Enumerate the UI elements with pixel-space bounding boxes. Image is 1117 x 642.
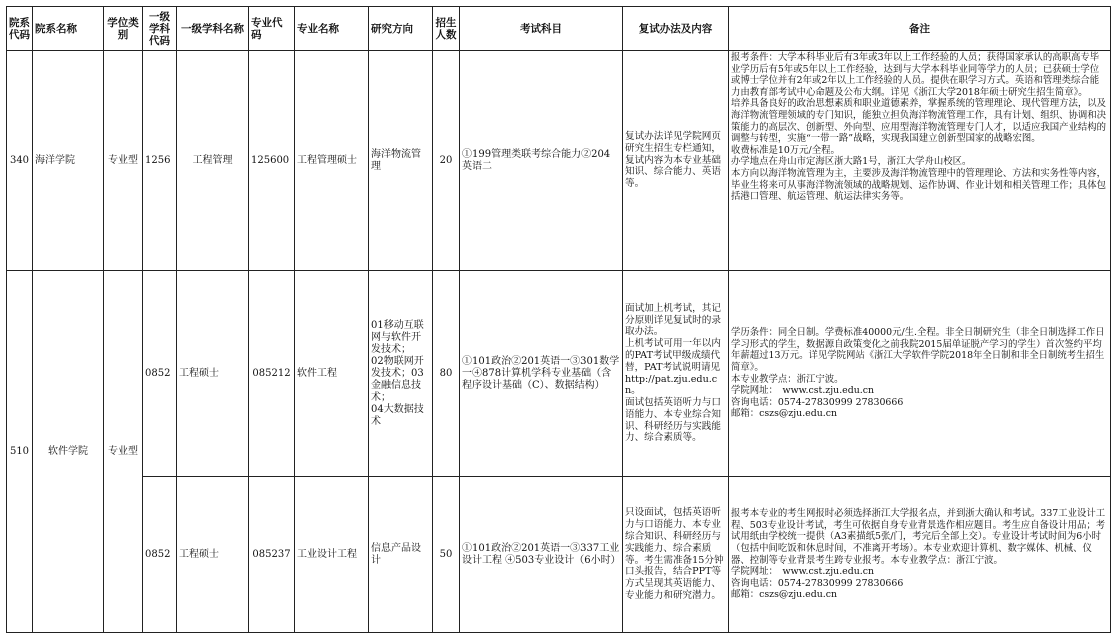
dept-code-cell: 340 — [7, 51, 33, 271]
discipline-name-cell: 工程管理 — [177, 51, 249, 271]
major-code-cell: 085212 — [249, 271, 295, 477]
discipline-name-cell: 工程硕士 — [177, 271, 249, 477]
exam-cell: ①101政治②201英语一③301数学一④878计算机学科专业基础（含程序设计基础（C）、数据结构） — [460, 271, 623, 477]
retest-cell: 面试加上机考试，其记分原则详见复试时的录取办法。 上机考试可用一年以内的PAT考试甲级成绩代替，PAT考试说明请见http://pat.zju.edu.cn。 面试包括英语听力与口语能力、本专业综合知识、科研经历与实践能力、综合素质等。 — [623, 271, 729, 477]
dept-name-cell: 软件学院 — [33, 271, 104, 633]
direction-cell: 海洋物流管理 — [369, 51, 433, 271]
discipline-name-cell: 工程硕士 — [177, 477, 249, 633]
header-retest: 复试办法及内容 — [623, 7, 729, 51]
header-degree-type: 学位类别 — [104, 7, 143, 51]
quota-cell: 20 — [433, 51, 460, 271]
direction-cell: 信息产品设计 — [369, 477, 433, 633]
header-row — [7, 7, 1111, 51]
table-row — [7, 51, 1111, 271]
quota-cell: 50 — [433, 477, 460, 633]
table-row — [7, 271, 1111, 477]
header-major-name: 专业名称 — [295, 7, 369, 51]
header-direction: 研究方向 — [369, 7, 433, 51]
exam-cell: ①199管理类联考综合能力②204英语二 — [460, 51, 623, 271]
note-cell: 报考本专业的考生网报时必须选择浙江大学报名点，并到浙大确认和考试。337工业设计工程、503专业设计考试，考生可依据自身专业背景选作相应题目。考生应自备设计用品；考试用纸由学校统一提供（A3素描纸5张/门，考完后全部上交）。专业设计考试时间为6小时（包括中间吃饭和休息时间，不准离开考场）。本专业欢迎计算机、数字媒体、机械、仪器、控制等专业背景考生跨专业报考。本专业教学点：浙江宁波。 学院网址： www.cst.zju.edu.cn 咨询电话：0574-27830999 27830666 邮箱：cszs@zju.edu.cn — [729, 477, 1111, 633]
discipline-code-cell: 0852 — [143, 271, 177, 477]
degree-type-cell: 专业型 — [104, 51, 143, 271]
direction-cell: 01移动互联网与软件开发技术； 02物联网开发技术；03金融信息技术； 04大数据技术 — [369, 271, 433, 477]
note-cell: 报考条件：大学本科毕业后有3年或3年以上工作经验的人员；获得国家承认的高职高专毕业学历后有5年或5年以上工作经验，达到与大学本科毕业同等学力的人员；已获硕士学位或博士学位并有2年或2年以上工作经验的人员。提供在职学习方式。英语和管理类综合能力由教育部考试中心命题及公布大纲。详见《浙江大学2018年硕士研究生招生简章》。 培养具备良好的政治思想素质和职业道德素养，掌握系统的管理理论、现代管理方法，以及海洋物流管理领域的专门知识，能独立担负海洋物流管理工作，具有计划、组织、协调和决策能力的高层次、创新型、外向型、应用型海洋物流管理专门人才，以适应我国产业结构的调整与转型，实施“一带一路”战略，实现我国建立创新型国家的战略宏图。 收费标准是10万元/全程。 办学地点在舟山市定海区浙大路1号，浙江大学舟山校区。 本方向以海洋物流管理为主，主要涉及海洋物流管理中的管理理论、方法和实务性等内容，毕业生将来可从事海洋物流领域的战略规划、运作协调、作业计划和相关管理工作；具体包括港口管理、航运管理、航运法律实务等。 — [729, 51, 1111, 271]
degree-type-cell: 专业型 — [104, 271, 143, 633]
dept-code-cell: 510 — [7, 271, 33, 633]
header-dept-name: 院系名称 — [33, 7, 104, 51]
admissions-table — [6, 6, 1111, 633]
retest-cell: 复试办法详见学院网页研究生招生专栏通知，复试内容为本专业基础知识、综合能力、英语等。 — [623, 51, 729, 271]
header-quota: 招生人数 — [433, 7, 460, 51]
major-name-cell: 软件工程 — [295, 271, 369, 477]
major-name-cell: 工业设计工程 — [295, 477, 369, 633]
discipline-code-cell: 1256 — [143, 51, 177, 271]
header-note: 备注 — [729, 7, 1111, 51]
header-major-code: 专业代码 — [249, 7, 295, 51]
discipline-code-cell: 0852 — [143, 477, 177, 633]
dept-name-cell: 海洋学院 — [33, 51, 104, 271]
major-code-cell: 085237 — [249, 477, 295, 633]
retest-cell: 只设面试，包括英语听力与口语能力、本专业综合知识、科研经历与实践能力、综合素质等。考生需准备15分钟口头报告，结合PPT等方式呈现其英语能力、专业能力和研究潜力。 — [623, 477, 729, 633]
header-discipline-code: 一级学科代码 — [143, 7, 177, 51]
exam-cell: ①101政治②201英语一③337工业设计工程 ④503专业设计（6小时） — [460, 477, 623, 633]
quota-cell: 80 — [433, 271, 460, 477]
major-name-cell: 工程管理硕士 — [295, 51, 369, 271]
table-row — [7, 477, 1111, 633]
major-code-cell: 125600 — [249, 51, 295, 271]
note-cell: 学历条件：同全日制。学费标准40000元/生.全程。非全日制研究生（非全日制选择工作日学习形式的学生，数据源自政策变化之前我院2015届单证脱产学习的学生）首次签约平均年薪超过13万元。详见学院网站《浙江大学软件学院2018年全日制和非全日制统考生招生简章》。 本专业教学点：浙江宁波。 学院网址： www.cst.zju.edu.cn 咨询电话：0574-27830999 27830666 邮箱：cszs@zju.edu.cn — [729, 271, 1111, 477]
header-dept-code: 院系代码 — [7, 7, 33, 51]
header-exam: 考试科目 — [460, 7, 623, 51]
header-discipline-name: 一级学科名称 — [177, 7, 249, 51]
